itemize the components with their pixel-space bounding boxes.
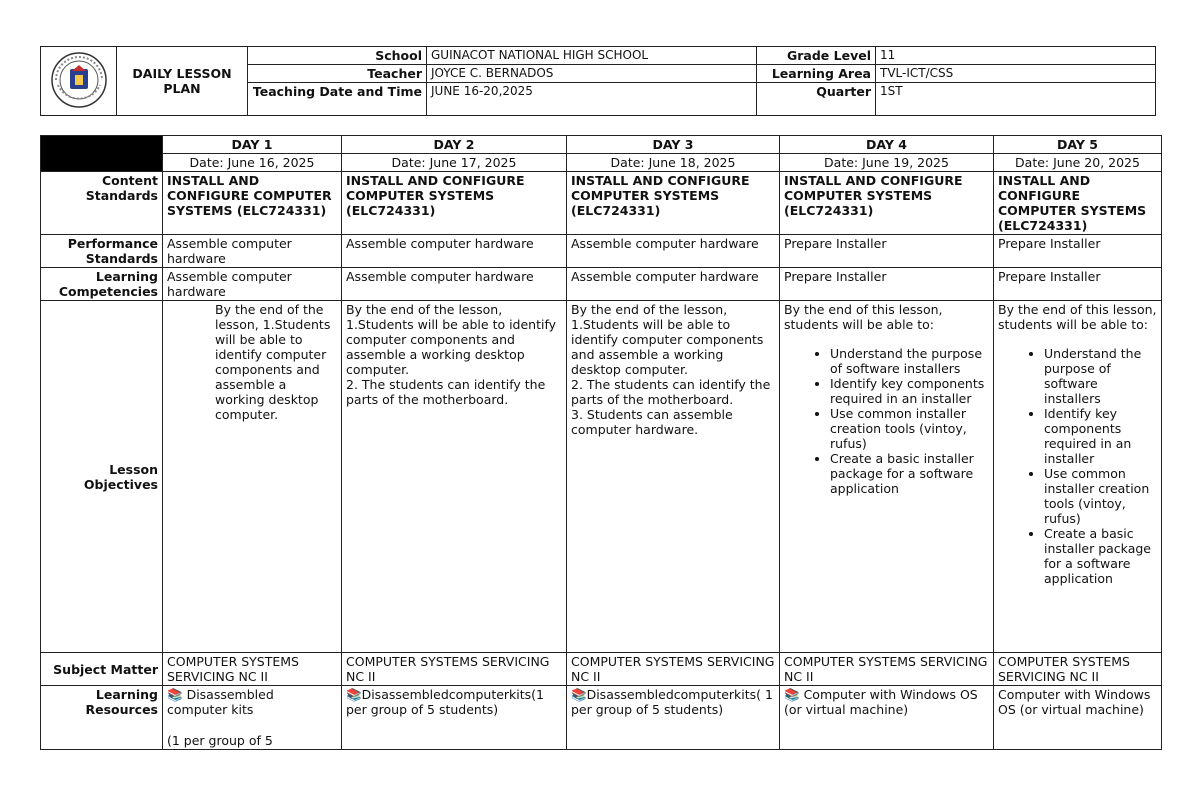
objective-text: By the end of the lesson, 1.Students will be able to identify computer components and assemble a working desktop computer. [215, 302, 331, 422]
subject-matter-cell: COMPUTER SYSTEMS SERVICING NC II [780, 653, 994, 686]
content-standard-cell: INSTALL AND CONFIGURE COMPUTER SYSTEMS (ELC724331) [780, 172, 994, 235]
performance-standard-cell: Assemble computer hardware [342, 235, 567, 268]
objective-line: By the end of the lesson, [571, 302, 728, 317]
subject-matter-cell: COMPUTER SYSTEMS SERVICING NC II [163, 653, 342, 686]
book-icon: 📚 [346, 687, 362, 702]
grade-level-value: 11 [876, 47, 1156, 65]
performance-standards-label: Performance Standards [41, 235, 163, 268]
resource-text: Disassembled computer kits [167, 687, 274, 717]
objective-line: 2. The students can identify the parts of the motherboard. [571, 377, 771, 407]
objective-bullet: • Identify key components required in an installer [830, 376, 989, 406]
objective-cell-day5 [994, 301, 1162, 653]
subject-matter-cell: COMPUTER SYSTEMS SERVICING NC II [567, 653, 780, 686]
subject-matter-cell: COMPUTER SYSTEMS SERVICING NC II [994, 653, 1162, 686]
objective-cell-day3 [567, 301, 780, 653]
objective-line: 1.Students will be able to identify computer components and assemble a working desktop computer. [571, 317, 764, 377]
learning-resource-cell-day4 [780, 686, 994, 750]
objective-line: 3. Students can assemble computer hardware. [571, 407, 733, 437]
lesson-objectives-label: Lesson Objectives [41, 301, 163, 653]
objective-bullet-list [784, 346, 989, 496]
quarter-label: Quarter [757, 83, 876, 116]
quarter-value: 1ST [876, 83, 1156, 116]
book-icon: 📚 [571, 687, 587, 702]
objective-bullet: • Understand the purpose of software installers [1044, 346, 1157, 406]
performance-standard-cell: Assemble computer hardware [567, 235, 780, 268]
resource-text: Disassembledcomputerkits(1 per group of 5 students) [346, 687, 545, 717]
resource-text: (1 per group of 5 [167, 733, 273, 748]
objective-intro: By the end of this lesson, students will be able to: [998, 302, 1157, 332]
learning-resource-cell-day3 [567, 686, 780, 750]
day-date: Date: June 20, 2025 [994, 154, 1162, 172]
subject-matter-cell: COMPUTER SYSTEMS SERVICING NC II [342, 653, 567, 686]
performance-standard-cell: Assemble computer hardware [163, 235, 342, 268]
learning-area-value: TVL-ICT/CSS [876, 65, 1156, 83]
objective-bullet: • Create a basic installer package for a software application [1044, 526, 1157, 586]
header-table [40, 46, 1156, 116]
teaching-date-label: Teaching Date and Time [248, 83, 427, 116]
objective-cell-day4 [780, 301, 994, 653]
performance-standard-cell: Prepare Installer [780, 235, 994, 268]
book-icon: 📚 [784, 687, 800, 702]
objective-line: 2. The students can identify the parts of the motherboard. [346, 377, 546, 407]
lesson-plan-table [40, 135, 1162, 750]
day-date: Date: June 18, 2025 [567, 154, 780, 172]
objective-bullet: • Use common installer creation tools (vintoy, rufus) [830, 406, 989, 451]
learning-resource-cell-day2 [342, 686, 567, 750]
learning-competency-cell: Prepare Installer [780, 268, 994, 301]
learning-resource-cell-day1 [163, 686, 342, 750]
learning-competencies-label: Learning Competencies [41, 268, 163, 301]
day-header: DAY 1 [163, 136, 342, 154]
learning-resources-label: Learning Resources [41, 686, 163, 750]
teaching-date-value: JUNE 16-20,2025 [427, 83, 757, 116]
day-header: DAY 5 [994, 136, 1162, 154]
objective-bullet: • Understand the purpose of software installers [830, 346, 989, 376]
content-standard-cell: INSTALL AND CONFIGURE COMPUTER SYSTEMS (ELC724331) [994, 172, 1162, 235]
seal-icon [50, 51, 108, 109]
day-header: DAY 4 [780, 136, 994, 154]
plan-title: DAILY LESSON PLAN [117, 47, 248, 116]
deped-seal-logo [41, 47, 117, 116]
day-date: Date: June 17, 2025 [342, 154, 567, 172]
day-date: Date: June 19, 2025 [780, 154, 994, 172]
objective-line: 1.Students will be able to identify computer components and assemble a working desktop computer. [346, 317, 557, 377]
teacher-label: Teacher [248, 65, 427, 83]
resource-text: Disassembledcomputerkits( 1 per group of 5 students) [571, 687, 773, 717]
performance-standard-cell: Prepare Installer [994, 235, 1162, 268]
day-date: Date: June 16, 2025 [163, 154, 342, 172]
day-header: DAY 3 [567, 136, 780, 154]
learning-area-label: Learning Area [757, 65, 876, 83]
learning-competency-cell: Prepare Installer [994, 268, 1162, 301]
learning-resource-cell-day5: Computer with Windows OS (or virtual machine) [994, 686, 1162, 750]
subject-matter-label: Subject Matter [41, 653, 163, 686]
grade-level-label: Grade Level [757, 47, 876, 65]
objective-line: By the end of the lesson, [346, 302, 503, 317]
objective-cell-day1 [163, 301, 342, 653]
content-standard-cell: INSTALL AND CONFIGURE COMPUTER SYSTEMS (ELC724331) [342, 172, 567, 235]
objective-bullet-list [998, 346, 1157, 586]
school-value: GUINACOT NATIONAL HIGH SCHOOL [427, 47, 757, 65]
learning-competency-cell: Assemble computer hardware [163, 268, 342, 301]
resource-text: Computer with Windows OS (or virtual machine) [784, 687, 978, 717]
objective-bullet: • Use common installer creation tools (vintoy, rufus) [1044, 466, 1157, 526]
content-standard-cell: INSTALL AND CONFIGURE COMPUTER SYSTEMS (ELC724331) [567, 172, 780, 235]
objective-intro: By the end of this lesson, students will be able to: [784, 302, 943, 332]
learning-competency-cell: Assemble computer hardware [567, 268, 780, 301]
school-label: School [248, 47, 427, 65]
day-header: DAY 2 [342, 136, 567, 154]
objective-bullet: • Create a basic installer package for a software application [830, 451, 989, 496]
content-standard-cell: INSTALL AND CONFIGURE COMPUTER SYSTEMS (ELC724331) [163, 172, 342, 235]
teacher-value: JOYCE C. BERNADOS [427, 65, 757, 83]
book-icon: 📚 [167, 687, 183, 702]
content-standards-label: Content Standards [41, 172, 163, 235]
learning-competency-cell: Assemble computer hardware [342, 268, 567, 301]
objective-cell-day2 [342, 301, 567, 653]
corner-cell [41, 136, 163, 172]
objective-bullet: • Identify key components required in an installer [1044, 406, 1157, 466]
